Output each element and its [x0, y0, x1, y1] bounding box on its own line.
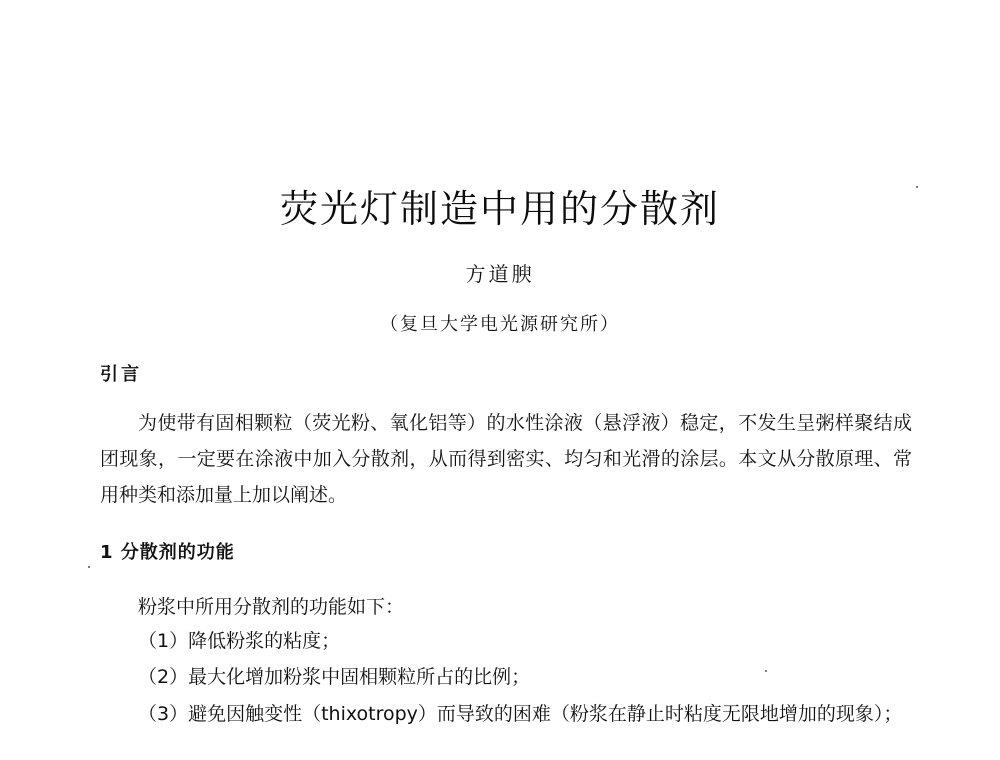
section-heading-1: 1 分散剂的功能 — [100, 542, 235, 563]
intro-paragraph: 为使带有固相颗粒（荧光粉、氧化铝等）的水性涂液（悬浮液）稳定，不发生呈粥样聚结成团现象，一定要在涂液中加入分散剂，从而得到密实、均匀和光滑的涂层。本文从分散原理、常用种类和添加量上加以阐述。 — [100, 412, 912, 506]
section-heading-intro: 引言 — [100, 364, 142, 385]
author-name: 方道腴 — [465, 262, 535, 286]
scan-speck — [88, 566, 90, 568]
scan-speck — [916, 186, 918, 188]
scan-speck — [765, 670, 767, 672]
paper-title: 荧光灯制造中用的分散剂 — [279, 187, 720, 231]
list-item: （2）最大化增加粉浆中固相颗粒所占的比例； — [138, 666, 531, 688]
list-item: （3）避免因触变性（thixotropy）而导致的困难（粉浆在静止时粘度无限地增加的现象）； — [138, 703, 903, 725]
list-item: （1）降低粉浆的粘度； — [138, 630, 341, 652]
author-affiliation: （复旦大学电光源研究所） — [380, 314, 620, 335]
section-1-intro: 粉浆中所用分散剂的功能如下： — [138, 596, 405, 618]
